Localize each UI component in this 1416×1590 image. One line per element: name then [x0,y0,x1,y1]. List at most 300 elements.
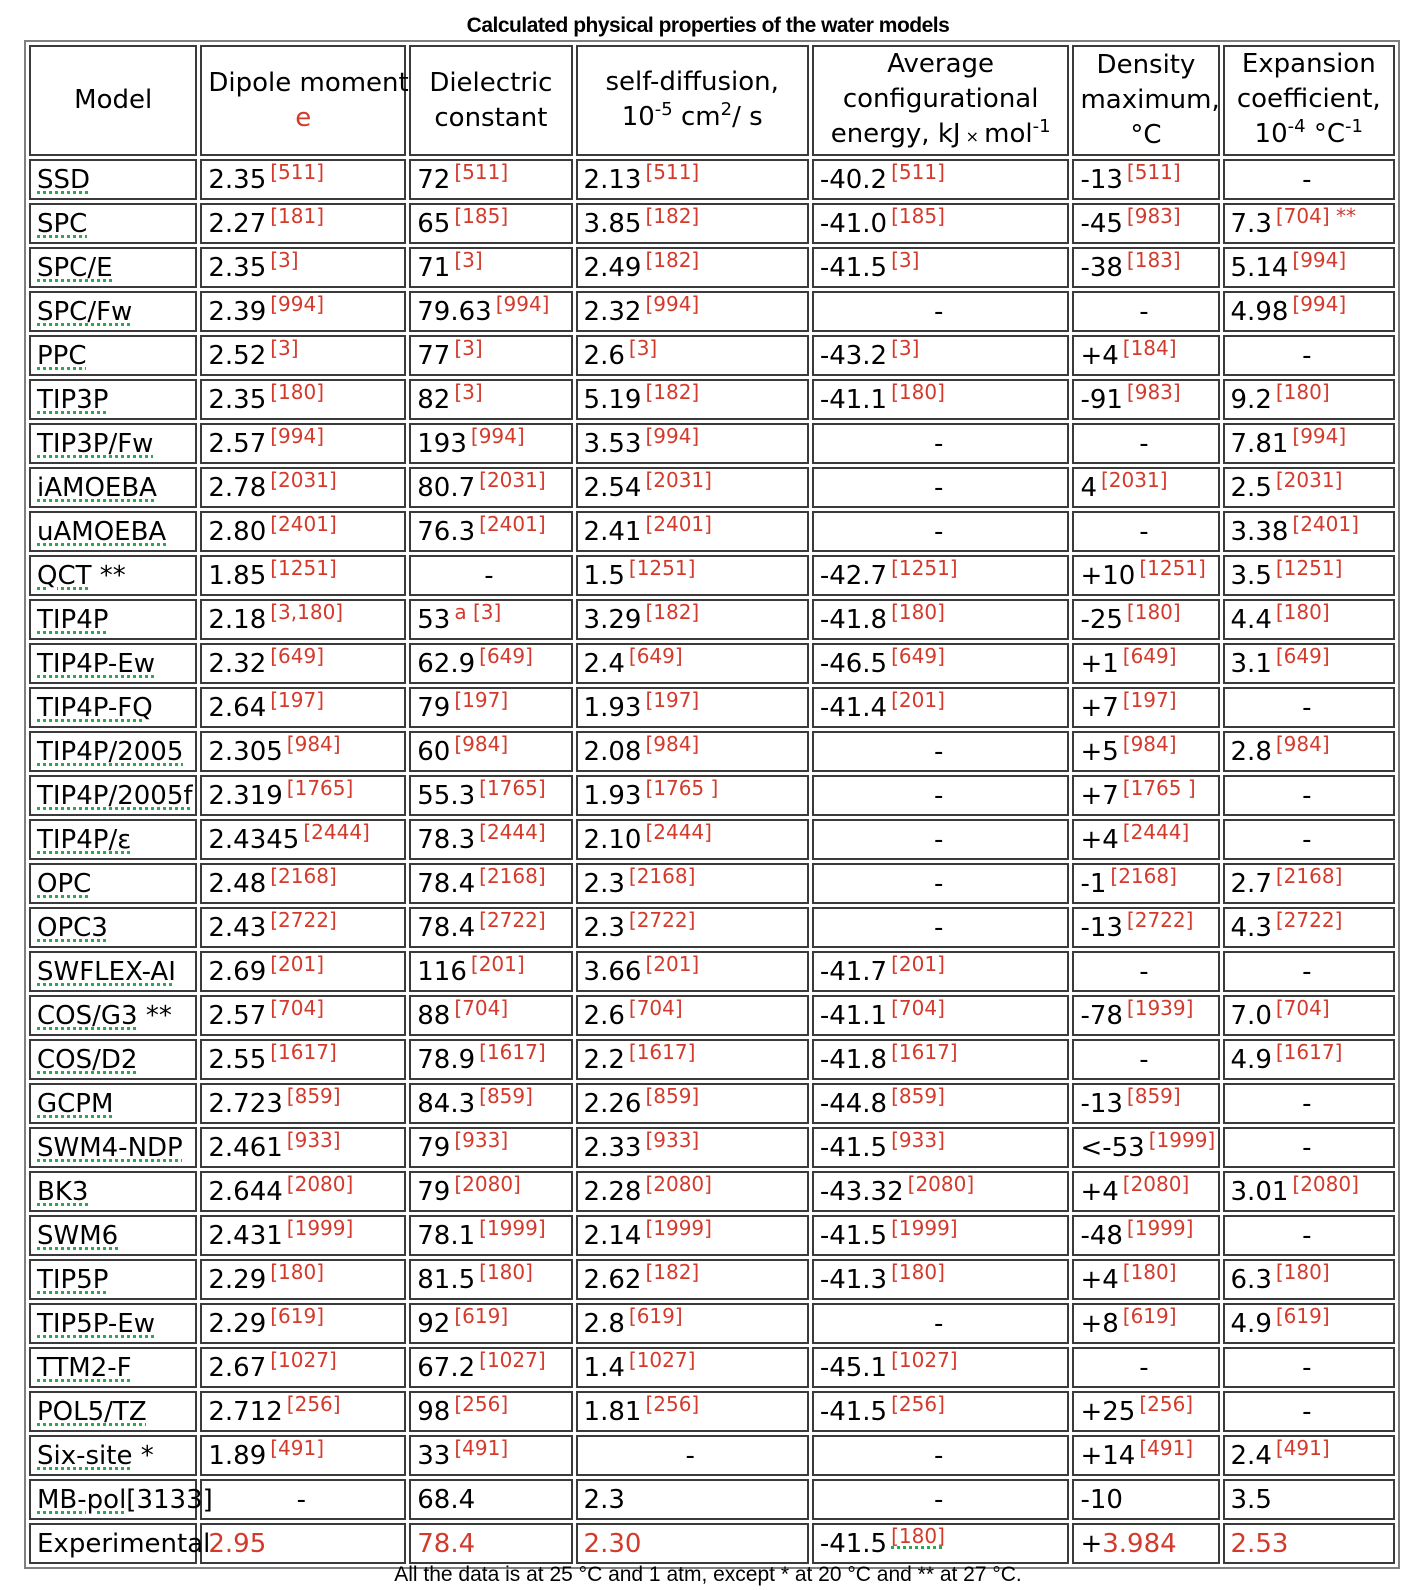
cell-diffusion [576,1039,809,1080]
diffusion-ref-link[interactable]: [256] [645,1391,700,1416]
dielectric-ref-link[interactable]: [1617] [479,1039,546,1064]
diffusion-ref-link[interactable]: [182] [645,1259,700,1284]
dipole-ref-link[interactable]: [2401] [270,511,337,536]
density-ref-link[interactable]: [2722] [1126,907,1194,932]
model-link[interactable]: TIP3P [37,384,109,415]
cell-model [29,335,197,376]
cell-density [1072,159,1219,200]
cell-density [1072,555,1219,596]
dielectric-value: 81.5 [417,1264,476,1295]
expansion-ref-link[interactable]: [491] [1275,1435,1330,1460]
cell-expansion [1223,599,1395,640]
energy-ref-link[interactable]: [256] [891,1391,945,1416]
model-link[interactable]: SPC/E [37,252,113,283]
diffusion-ref-link[interactable]: [649] [628,643,683,668]
cell-dielectric [409,1303,572,1344]
dipole-value: 2.29 [208,1308,267,1339]
cell-expansion [1223,247,1395,288]
dipole-ref-link[interactable]: [704] [270,995,325,1020]
cell-density [1072,511,1219,552]
density-ref-link[interactable]: [1939] [1126,995,1194,1020]
dielectric-ref-link[interactable]: [3] [454,379,483,404]
dipole-ref-link[interactable]: [197] [270,687,325,712]
energy-ref-link[interactable]: [3] [891,247,920,272]
header-expansion-line1: Expansion [1241,49,1376,79]
density-ref-link[interactable]: [180] [1126,599,1181,624]
diffusion-ref-link[interactable]: [182] [645,203,700,228]
cell-expansion [1223,203,1395,244]
density-ref-link[interactable]: [184] [1122,335,1177,360]
expansion-value: 4.9 [1230,1044,1272,1075]
cell-energy [812,995,1070,1036]
model-link[interactable]: MB-pol [37,1484,127,1515]
model-link[interactable]: SWM4-NDP [37,1132,183,1163]
dipole-ref-link[interactable]: [2080] [286,1171,354,1196]
diffusion-ref-link[interactable]: [2031] [645,467,712,492]
energy-value: -41.5 [819,252,888,283]
energy-ref-link[interactable]: [2080] [907,1171,975,1196]
diffusion-ref-link[interactable]: [182] [645,379,700,404]
model-link[interactable]: SSD [37,164,91,195]
dipole-ref-link[interactable]: [256] [286,1391,341,1416]
dielectric-ref-link[interactable]: [2168] [479,863,546,888]
header-dipole-unit[interactable]: e [295,102,312,133]
expansion-ref-link[interactable]: [619] [1275,1303,1330,1328]
model-link[interactable]: COS/G3 [37,1000,138,1031]
diffusion-ref-link[interactable]: [1999] [645,1215,712,1240]
cell-model [29,995,197,1036]
cell-model [29,467,197,508]
cell-expansion [1223,1083,1395,1124]
dipole-ref-link[interactable]: [1765] [286,775,354,800]
density-ref-link[interactable]: [2031] [1101,467,1168,492]
diffusion-ref-link[interactable]: [182] [645,247,700,272]
expansion-ref-link[interactable]: [2722] [1275,907,1343,932]
density-value: -91 [1080,384,1123,415]
dielectric-ref-link[interactable]: a [3] [454,599,502,624]
density-ref-link[interactable]: [1765 ] [1122,775,1196,800]
cell-dielectric [409,599,572,640]
diffusion-ref-link[interactable]: [201] [645,951,700,976]
water-models-table [24,40,1400,1569]
density-ref-link[interactable]: [984] [1122,731,1177,756]
experimental-energy-ref-link[interactable]: [180] [891,1523,945,1548]
density-ref-link[interactable]: [180] [1122,1259,1177,1284]
table-row [29,1215,1395,1256]
dielectric-ref-link[interactable]: [201] [470,951,525,976]
model-link[interactable]: SPC [37,208,88,239]
expansion-value: 2.8 [1230,736,1272,767]
expansion-ref-link[interactable]: [704] ** [1275,203,1357,228]
energy-value: - [933,516,944,547]
cell-dipole [200,1303,406,1344]
diffusion-ref-link[interactable]: [511] [645,159,700,184]
dielectric-ref-link[interactable]: [1765] [479,775,546,800]
dielectric-ref-link[interactable]: [185] [454,203,509,228]
energy-ref-link[interactable]: [511] [891,159,945,184]
cell-model [29,1259,197,1300]
expansion-value: - [1302,164,1312,195]
dielectric-ref-link[interactable]: [704] [454,995,509,1020]
density-ref-link[interactable]: [983] [1126,379,1181,404]
energy-ref-link[interactable]: [201] [891,951,945,976]
table-row [29,1435,1395,1476]
model-link[interactable]: TIP5P-Ew [37,1308,155,1339]
density-ref-link[interactable]: [197] [1122,687,1177,712]
table-row [29,1171,1395,1212]
cell-expansion [1223,1039,1395,1080]
density-ref-link[interactable]: [1999] [1126,1215,1194,1240]
model-link[interactable]: OPC [37,868,92,899]
diffusion-ref-link[interactable]: [2722] [628,907,696,932]
cell-dielectric [409,511,572,552]
expansion-ref-link[interactable]: [180] [1275,379,1330,404]
dielectric-ref-link[interactable]: [3] [454,335,483,360]
energy-ref-link[interactable]: [933] [891,1127,945,1152]
diffusion-ref-link[interactable]: [933] [645,1127,700,1152]
diffusion-value: 2.10 [583,824,642,855]
diffusion-ref-link[interactable]: [984] [645,731,700,756]
dipole-ref-link[interactable]: [511] [270,159,325,184]
density-ref-link[interactable]: [1999] [1148,1127,1216,1152]
dipole-ref-link[interactable]: [2168] [270,863,337,888]
dipole-ref-link[interactable]: [1251] [270,555,337,580]
diffusion-ref-link[interactable]: [2168] [628,863,696,888]
energy-value: -41.5 [819,1132,888,1163]
dipole-ref-link[interactable]: [2722] [270,907,337,932]
dipole-ref-link[interactable]: [181] [270,203,325,228]
dipole-ref-link[interactable]: [1999] [286,1215,354,1240]
diffusion-ref-link[interactable]: [3] [628,335,658,360]
cell-diffusion [576,203,809,244]
cell-dipole [200,819,406,860]
energy-value: -41.4 [819,692,888,723]
cell-dipole [200,1347,406,1388]
dielectric-ref-link[interactable]: [2722] [479,907,546,932]
energy-ref-link[interactable]: [1999] [891,1215,958,1240]
table-row [29,1347,1395,1388]
density-value: +5 [1080,736,1119,767]
dielectric-ref-link[interactable]: [2444] [479,819,546,844]
dielectric-ref-link[interactable]: [859] [479,1083,533,1108]
model-link[interactable]: TIP3P/Fw [37,428,154,459]
density-ref-link[interactable]: [619] [1122,1303,1177,1328]
energy-ref-link[interactable]: [704] [891,995,945,1020]
density-ref-link[interactable]: [183] [1126,247,1181,272]
diffusion-value: 2.62 [583,1264,642,1295]
dipole-ref-link[interactable]: [649] [270,643,325,668]
dipole-value: 2.4345 [208,824,300,855]
diffusion-ref-link[interactable]: [2401] [645,511,712,536]
energy-ref-link[interactable]: [3] [891,335,920,360]
cell-dielectric [409,379,572,420]
model-link[interactable]: SWM6 [37,1220,119,1251]
diffusion-value: 1.93 [583,692,642,723]
expansion-ref-link[interactable]: [994] [1292,247,1347,272]
density-ref-link[interactable]: [511] [1126,159,1181,184]
diffusion-ref-link[interactable]: [2444] [645,819,712,844]
dielectric-ref-link[interactable]: [180] [479,1259,533,1284]
cell-model [29,1039,197,1080]
cell-density [1072,1083,1219,1124]
diffusion-ref-link[interactable]: [994] [645,423,700,448]
cell-expansion [1223,863,1395,904]
cell-density [1072,687,1219,728]
dielectric-ref-link[interactable]: [994] [495,291,550,316]
dielectric-ref-link[interactable]: [197] [454,687,509,712]
dipole-ref-link[interactable]: [859] [286,1083,341,1108]
dielectric-value: 33 [417,1440,451,1471]
cell-expansion [1223,907,1395,948]
cell-expansion [1223,467,1395,508]
dipole-ref-link[interactable]: [984] [286,731,341,756]
density-ref-link[interactable]: [491] [1139,1435,1194,1460]
dielectric-ref-link[interactable]: [3] [454,247,483,272]
energy-ref-link[interactable]: [180] [891,379,945,404]
experimental-density-cell [1072,1523,1219,1564]
cell-expansion [1223,1171,1395,1212]
dipole-value: 2.644 [208,1176,283,1207]
model-link[interactable]: TIP4P/ε [37,824,132,855]
dipole-ref-link[interactable]: [2444] [303,819,370,844]
dipole-value: 2.18 [208,604,267,635]
dipole-ref-link[interactable]: [180] [270,1259,325,1284]
energy-ref-link[interactable]: [180] [891,1259,945,1284]
dipole-ref-link[interactable]: [2031] [270,467,337,492]
model-link[interactable]: TTM2-F [37,1352,132,1383]
cell-diffusion [576,775,809,816]
model-link[interactable]: OPC3 [37,912,108,943]
energy-ref-link[interactable]: [180] [891,599,945,624]
expansion-ref-link[interactable]: [180] [1275,1259,1330,1284]
model-link[interactable]: Six-site [37,1440,133,1471]
diffusion-value: 3.85 [583,208,642,239]
table-row [29,379,1395,420]
expansion-value: - [1302,956,1312,987]
diffusion-ref-link[interactable]: [859] [645,1083,700,1108]
cell-expansion [1223,423,1395,464]
diffusion-ref-link[interactable]: [1027] [628,1347,696,1372]
dipole-value: 2.57 [208,1000,267,1031]
cell-model [29,1127,197,1168]
model-link[interactable]: iAMOEBA [37,472,157,503]
expansion-ref-link[interactable]: [180] [1275,599,1330,624]
expansion-ref-link[interactable]: [994] [1292,291,1347,316]
density-value: - [1139,1352,1149,1383]
energy-value: -41.8 [819,604,888,635]
dipole-ref-link[interactable]: [994] [270,291,325,316]
dielectric-ref-link[interactable]: [994] [470,423,525,448]
dielectric-value: 72 [417,164,451,195]
dielectric-ref-link[interactable]: [649] [479,643,533,668]
expansion-ref-link[interactable]: [2168] [1275,863,1343,888]
energy-value: -41.5 [819,1220,888,1251]
dielectric-ref-link[interactable]: [619] [454,1303,509,1328]
header-density-line1: Density [1096,50,1196,80]
density-ref-link[interactable]: [983] [1126,203,1181,228]
density-ref-link[interactable]: [256] [1139,1391,1194,1416]
cell-dielectric [409,291,572,332]
diffusion-ref-link[interactable]: [182] [645,599,700,624]
dipole-value: 2.67 [208,1352,267,1383]
cell-diffusion [576,687,809,728]
density-value: -10 [1080,1484,1123,1515]
cell-model [29,863,197,904]
dielectric-ref-link[interactable]: [2031] [479,467,546,492]
dipole-ref-link[interactable]: [201] [270,951,325,976]
model-link[interactable]: BK3 [37,1176,89,1207]
diffusion-ref-link[interactable]: [197] [645,687,700,712]
expansion-value: 7.3 [1230,208,1272,239]
density-ref-link[interactable]: [649] [1122,643,1177,668]
cell-energy [812,863,1070,904]
model-note: ** [137,1000,172,1031]
cell-dielectric [409,1259,572,1300]
table-row [29,1039,1395,1080]
expansion-ref-link[interactable]: [2080] [1292,1171,1359,1196]
density-ref-link[interactable]: [2168] [1110,863,1177,888]
dipole-ref-link[interactable]: [3] [270,335,299,360]
model-link[interactable]: QCT [37,560,92,591]
model-link[interactable]: TIP4P [37,604,109,635]
cell-density [1072,291,1219,332]
expansion-value: - [1302,692,1312,723]
cell-energy [812,907,1070,948]
dielectric-value: 78.4 [417,912,476,943]
dipole-ref-link[interactable]: [1027] [270,1347,337,1372]
model-link[interactable]: GCPM [37,1088,114,1119]
density-ref-link[interactable]: [2080] [1122,1171,1190,1196]
model-link[interactable]: SWFLEX-AI [37,956,176,987]
header-diffusion-unit-exp: 2 [720,98,733,120]
dipole-value: 2.57 [208,428,267,459]
diffusion-ref-link[interactable]: [1617] [628,1039,696,1064]
expansion-ref-link[interactable]: [704] [1275,995,1330,1020]
cell-diffusion [576,995,809,1036]
expansion-ref-link[interactable]: [1251] [1275,555,1343,580]
model-link[interactable]: TIP4P/2005f [37,780,193,811]
cell-diffusion [576,1127,809,1168]
expansion-ref-link[interactable]: [984] [1275,731,1330,756]
dipole-ref-link[interactable]: [180] [270,379,325,404]
dipole-value: 2.78 [208,472,267,503]
dielectric-ref-link[interactable]: [1999] [479,1215,546,1240]
cell-density [1072,1303,1219,1344]
dipole-ref-link[interactable]: [994] [270,423,325,448]
cell-density [1072,1215,1219,1256]
energy-value: -45.1 [819,1352,888,1383]
dipole-ref-link[interactable]: [619] [270,1303,325,1328]
model-link[interactable]: SPC/Fw [37,296,133,327]
density-ref-link[interactable]: [2444] [1122,819,1190,844]
table-row [29,423,1395,464]
model-link[interactable]: uAMOEBA [37,516,167,547]
model-link[interactable]: TIP4P-Ew [37,648,155,679]
diffusion-value: 3.66 [583,956,642,987]
model-link[interactable]: COS/D2 [37,1044,138,1075]
cell-diffusion [576,335,809,376]
model-link[interactable]: TIP5P [37,1264,109,1295]
diffusion-ref-link[interactable]: [1765 ] [645,775,719,800]
cell-diffusion [576,907,809,948]
cell-model [29,555,197,596]
energy-ref-link[interactable]: [185] [891,203,945,228]
diffusion-ref-link[interactable]: [1251] [628,555,696,580]
dipole-value: 2.305 [208,736,283,767]
expansion-value: 4.4 [1230,604,1272,635]
dielectric-ref-link[interactable]: [933] [454,1127,509,1152]
energy-ref-link[interactable]: [1251] [891,555,958,580]
dipole-ref-link[interactable]: [491] [270,1435,325,1460]
density-value: -13 [1080,164,1123,195]
cell-density [1072,1391,1219,1432]
dielectric-ref-link[interactable]: [491] [454,1435,509,1460]
dielectric-ref-link[interactable]: [2080] [454,1171,521,1196]
dipole-ref-link[interactable]: [3,180] [270,599,344,624]
energy-value: -41.7 [819,956,888,987]
expansion-value: - [1302,1396,1312,1427]
diffusion-ref-link[interactable]: [2080] [645,1171,712,1196]
expansion-ref-link[interactable]: [2401] [1292,511,1359,536]
energy-ref-link[interactable]: [649] [891,643,945,668]
expansion-value: - [1302,780,1312,811]
expansion-ref-link[interactable]: [2031] [1275,467,1343,492]
cell-density [1072,643,1219,684]
model-link[interactable]: TIP4P/2005 [37,736,184,767]
cell-dielectric [409,423,572,464]
expansion-ref-link[interactable]: [649] [1275,643,1330,668]
expansion-value: 2.7 [1230,868,1272,899]
energy-value: -41.8 [819,1044,888,1075]
energy-value: - [933,472,944,503]
energy-value: - [933,1308,944,1339]
cell-density [1072,1435,1219,1476]
model-link[interactable]: TIP4P-FQ [37,692,153,723]
density-ref-link[interactable]: [859] [1126,1083,1181,1108]
dielectric-ref-link[interactable]: [1027] [479,1347,546,1372]
expansion-ref-link[interactable]: [994] [1292,423,1347,448]
diffusion-value: 2.26 [583,1088,642,1119]
expansion-value: - [1302,1088,1312,1119]
diffusion-ref-link[interactable]: [994] [645,291,700,316]
cell-dielectric [409,1347,572,1388]
dielectric-ref-link[interactable]: [984] [454,731,509,756]
dipole-ref-link[interactable]: [3] [270,247,299,272]
dielectric-ref-link[interactable]: [2401] [479,511,546,536]
expansion-value: - [1302,1132,1312,1163]
density-ref-link[interactable]: [1251] [1139,555,1206,580]
energy-ref-link[interactable]: [1617] [891,1039,958,1064]
model-link[interactable]: POL5/TZ [37,1396,147,1427]
dipole-value: 2.29 [208,1264,267,1295]
energy-ref-link[interactable]: [859] [891,1083,945,1108]
expansion-ref-link[interactable]: [1617] [1275,1039,1343,1064]
energy-ref-link[interactable]: [1027] [891,1347,958,1372]
dielectric-ref-link[interactable]: [256] [454,1391,509,1416]
cell-dielectric [409,159,572,200]
cell-dielectric [409,1127,572,1168]
cell-dielectric [409,203,572,244]
table-row [29,291,1395,332]
energy-ref-link[interactable]: [201] [891,687,945,712]
model-link[interactable]: PPC [37,340,87,371]
density-value: +4 [1080,1264,1119,1295]
dipole-ref-link[interactable]: [1617] [270,1039,337,1064]
dipole-ref-link[interactable]: [933] [286,1127,341,1152]
diffusion-ref-link[interactable]: [704] [628,995,683,1020]
dielectric-ref-link[interactable]: [511] [454,159,509,184]
diffusion-ref-link[interactable]: [619] [628,1303,683,1328]
